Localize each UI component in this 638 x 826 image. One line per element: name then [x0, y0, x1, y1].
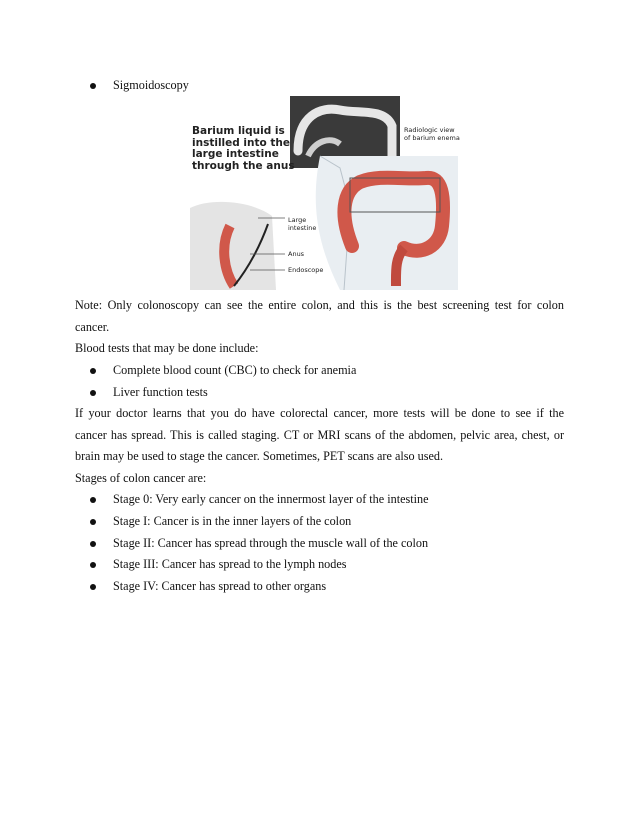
bullet-icon	[90, 497, 96, 503]
note-line: Note: Only colonoscopy can see the entire colon, and this is the best screening test for colon	[75, 298, 564, 312]
list-item: Complete blood count (CBC) to check for anemia	[113, 363, 357, 377]
bullet-icon	[90, 584, 96, 590]
list-item: Stage III: Cancer has spread to the lymph nodes	[113, 557, 347, 571]
figure-caption: Barium liquid is instilled into the large intestine through the anus	[192, 125, 295, 172]
list-item: Liver function tests	[113, 385, 208, 399]
large-intestine-label: Large intestine	[288, 216, 317, 232]
paragraph-line: brain may be used to stage the cancer. Sometimes, PET scans are also used.	[75, 449, 444, 463]
bullet-icon	[90, 562, 96, 568]
bullet-icon	[90, 83, 96, 89]
note-line: cancer.	[75, 320, 110, 334]
radiologic-view-label: Radiologic view of barium enema	[404, 126, 460, 142]
endoscope-label: Endoscope	[288, 266, 324, 274]
anus-label: Anus	[288, 250, 305, 258]
blood-tests-intro: Blood tests that may be done include:	[75, 341, 259, 355]
bullet-icon	[90, 368, 96, 374]
stages-intro: Stages of colon cancer are:	[75, 471, 207, 485]
paragraph-line: If your doctor learns that you do have colorectal cancer, more tests will be done to see if the	[75, 406, 564, 420]
list-item: Stage I: Cancer is in the inner layers of the colon	[113, 514, 352, 528]
paragraph-line: cancer has spread. This is called staging. CT or MRI scans of the abdomen, pelvic area, chest, or	[75, 428, 564, 442]
list-item: Sigmoidoscopy	[113, 78, 189, 92]
list-item: Stage 0: Very early cancer on the innermost layer of the intestine	[113, 492, 429, 506]
list-item: Stage II: Cancer has spread through the muscle wall of the colon	[113, 536, 429, 550]
bullet-icon	[90, 519, 96, 525]
bullet-icon	[90, 541, 96, 547]
bullet-icon	[90, 390, 96, 396]
list-item: Stage IV: Cancer has spread to other organs	[113, 579, 327, 593]
barium-enema-illustration	[190, 96, 460, 290]
